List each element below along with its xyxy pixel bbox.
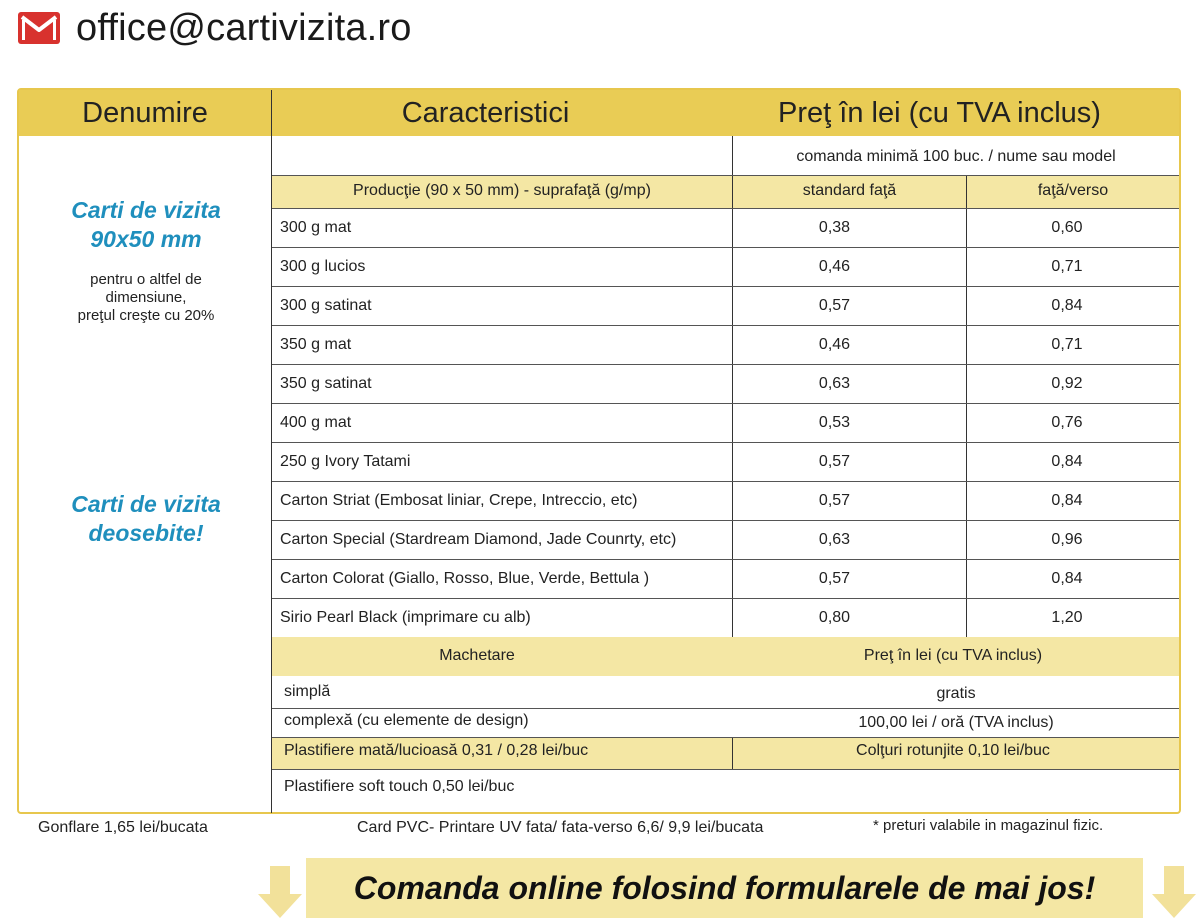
- rounded-corners-price: Colţuri rotunjite 0,10 lei/buc: [856, 742, 1050, 759]
- row-name: Sirio Pearl Black (imprimare cu alb): [280, 609, 531, 626]
- column-header-name: Denumire: [82, 97, 208, 129]
- arrow-down-icon: [1152, 866, 1196, 918]
- design-simple-price: gratis: [936, 685, 976, 702]
- row-price-front-back: 0,96: [1051, 531, 1083, 548]
- row-divider: [272, 325, 1179, 326]
- size-note-line: preţul creşte cu 20%: [77, 307, 215, 324]
- pvc-card-price: Card PVC- Printare UV fata/ fata-verso 6,6/ 9,9 lei/bucata: [357, 819, 764, 836]
- subheader-front: standard faţă: [802, 182, 897, 199]
- row-price-front: 0,46: [818, 258, 851, 275]
- row-price-front: 0,57: [818, 570, 851, 587]
- product-title-special: [40, 490, 252, 548]
- product-title-line: 90x50 mm: [90, 226, 202, 252]
- row-divider: [272, 208, 1179, 209]
- column-header-price: Preţ în lei (cu TVA inclus): [778, 97, 1101, 129]
- row-name: 300 g mat: [280, 219, 352, 236]
- row-name: Carton Colorat (Giallo, Rosso, Blue, Verde, Bettula ): [280, 570, 650, 587]
- row-name: 300 g satinat: [280, 297, 372, 314]
- table-header: [19, 90, 1179, 136]
- row-price-front: 0,53: [818, 414, 851, 431]
- row-price-front: 0,57: [818, 492, 851, 509]
- row-price-front-back: 0,92: [1051, 375, 1083, 392]
- row-price-front-back: 0,60: [1051, 219, 1083, 236]
- size-note-line: pentru o altfel de: [90, 271, 202, 288]
- row-price-front: 0,46: [818, 336, 851, 353]
- product-title-standard: [40, 196, 252, 254]
- row-price-front-back: 0,84: [1051, 570, 1083, 587]
- gonflare-price: Gonflare 1,65 lei/bucata: [38, 819, 208, 836]
- row-divider: [272, 769, 1179, 770]
- subheader-production: Producţie (90 x 50 mm) - suprafaţă (g/mp): [353, 182, 651, 199]
- row-price-front-back: 0,84: [1051, 492, 1083, 509]
- row-price-front-back: 0,71: [1051, 258, 1083, 275]
- row-divider: [272, 364, 1179, 365]
- column-header-features: Caracteristici: [401, 97, 570, 129]
- row-name: 350 g satinat: [280, 375, 372, 392]
- size-note: [40, 271, 252, 325]
- row-divider: [272, 247, 1179, 248]
- row-name: 350 g mat: [280, 336, 352, 353]
- row-divider: [272, 708, 1179, 709]
- row-price-front: 0,63: [818, 531, 851, 548]
- cta-text[interactable]: Comanda online folosind formularele de mai jos!: [353, 870, 1096, 906]
- row-name: 250 g Ivory Tatami: [280, 453, 411, 470]
- row-name: 400 g mat: [280, 414, 352, 431]
- row-price-front: 0,57: [818, 453, 851, 470]
- product-title-line: Carti de vizita: [71, 197, 221, 223]
- row-price-front: 0,57: [818, 297, 851, 314]
- mail-icon: [18, 12, 60, 44]
- row-name: 300 g lucios: [280, 258, 366, 275]
- product-title-line: Carti de vizita: [71, 491, 221, 517]
- row-price-front: 0,80: [818, 609, 851, 626]
- row-divider: [272, 559, 1179, 560]
- min-order-note: comanda minimă 100 buc. / nume sau model: [796, 148, 1116, 165]
- row-price-front-back: 0,84: [1051, 297, 1083, 314]
- row-divider: [272, 737, 1179, 738]
- soft-touch-price: Plastifiere soft touch 0,50 lei/buc: [284, 778, 515, 795]
- row-divider: [272, 286, 1179, 287]
- row-price-front-back: 0,76: [1051, 414, 1083, 431]
- row-price-front: 0,63: [818, 375, 851, 392]
- design-header-label: Machetare: [439, 647, 515, 664]
- design-complex-label: complexă (cu elemente de design): [284, 712, 529, 729]
- row-price-front-back: 1,20: [1051, 609, 1083, 626]
- row-price-front-back: 0,84: [1051, 453, 1083, 470]
- size-note-line: dimensiune,: [105, 289, 187, 306]
- product-title-line: deosebite!: [88, 520, 204, 546]
- lamination-price: Plastifiere mată/lucioasă 0,31 / 0,28 lei/buc: [284, 742, 589, 759]
- row-divider: [272, 598, 1179, 599]
- design-complex-price: 100,00 lei / oră (TVA inclus): [858, 714, 1054, 731]
- store-prices-note: * preturi valabile in magazinul fizic.: [873, 817, 1104, 834]
- row-divider: [272, 442, 1179, 443]
- row-price-front: 0,38: [818, 219, 851, 236]
- subheader-front-back: faţă/verso: [1037, 182, 1109, 199]
- row-name: Carton Striat (Embosat liniar, Crepe, Intreccio, etc): [280, 492, 638, 509]
- row-price-front-back: 0,71: [1051, 336, 1083, 353]
- row-divider: [272, 520, 1179, 521]
- design-header-price: Preţ în lei (cu TVA inclus): [863, 647, 1043, 664]
- row-name: Carton Special (Stardream Diamond, Jade Counrty, etc): [280, 531, 677, 548]
- arrow-down-icon: [258, 866, 302, 918]
- row-divider: [272, 175, 1179, 176]
- contact-email[interactable]: office@cartivizita.ro: [76, 7, 412, 49]
- design-simple-label: simplă: [284, 683, 331, 700]
- row-divider: [272, 481, 1179, 482]
- row-divider: [272, 403, 1179, 404]
